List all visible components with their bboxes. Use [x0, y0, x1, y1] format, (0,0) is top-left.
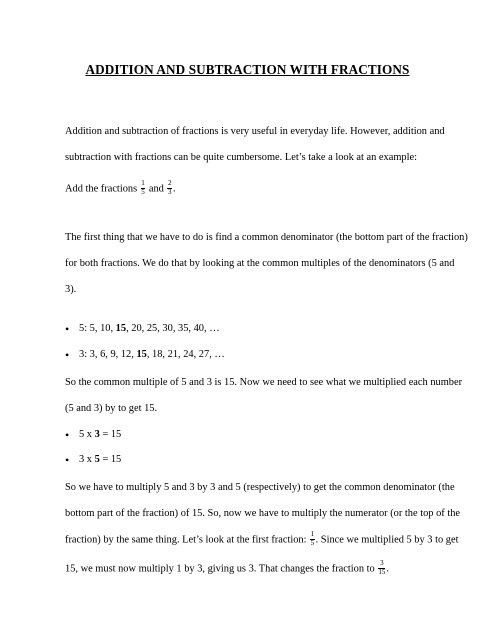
bullet-icon: • [65, 428, 70, 442]
fraction-one-fifth: $\frac{1}{5}$ [310, 530, 315, 547]
para4-line-3: fraction) by the same thing. Let’s look at the first fraction: $\frac{1}{5}$ . Since we multiplied 5 by 3 to get [65, 530, 459, 547]
intro-line-1: Addition and subtraction of fractions is very useful in everyday life. However, addition and [65, 126, 445, 137]
para4-line-4: 15, we must now multiply 1 by 3, giving us 3. That changes the fraction to $\frac{3}{15}$ . [65, 559, 389, 576]
para2-line-2: for both fractions. We do that by looking at the common multiples of the denominators (5 and [65, 258, 455, 269]
para2-line-1: The first thing that we have to do is find a common denominator (the bottom part of the fraction) [65, 232, 468, 243]
intro-line-2: subtraction with fractions can be quite cumbersome. Let’s take a look at an example: [65, 152, 418, 163]
para2-line-3: 3). [65, 284, 77, 295]
multiples-of-five: 5: 5, 10, 15, 20, 25, 30, 35, 40, … [79, 323, 220, 334]
fraction-denominator: 3 [167, 187, 172, 196]
fraction-numerator: 1 [141, 179, 145, 187]
product-five: 5 x 3 = 15 [79, 429, 122, 440]
fraction-two-thirds [167, 180, 172, 196]
fraction-one-fifth [141, 180, 146, 196]
fraction-denominator: 5 [141, 187, 145, 196]
para3-line-2: (5 and 3) by to get 15. [65, 403, 158, 414]
fraction-three-fifteenths: $\frac{3}{15}$ [378, 559, 386, 576]
fraction-numerator: 2 [167, 179, 172, 187]
example-line [65, 181, 176, 197]
page-title: ADDITION AND SUBTRACTION WITH FRACTIONS [85, 62, 410, 77]
bullet-icon: • [65, 348, 70, 362]
example-suffix: . [172, 183, 176, 195]
para4-line-2: bottom part of the fraction) of 15. So, now we have to multiply the numerator (or the top of the [65, 508, 461, 519]
para4-line-1: So we have to multiply 5 and 3 by 3 and 5 (respectively) to get the common denominator (the [65, 482, 455, 493]
para3-line-1: So the common multiple of 5 and 3 is 15. Now we need to see what we multiplied each number [65, 377, 463, 388]
example-connector: and [146, 183, 167, 195]
multiples-of-three: 3: 3, 6, 9, 12, 15, 18, 21, 24, 27, … [79, 349, 225, 360]
bullet-icon: • [65, 322, 70, 336]
bullet-icon: • [65, 453, 70, 467]
product-three: 3 x 5 = 15 [79, 454, 122, 465]
example-prefix: Add the fractions [65, 183, 140, 195]
